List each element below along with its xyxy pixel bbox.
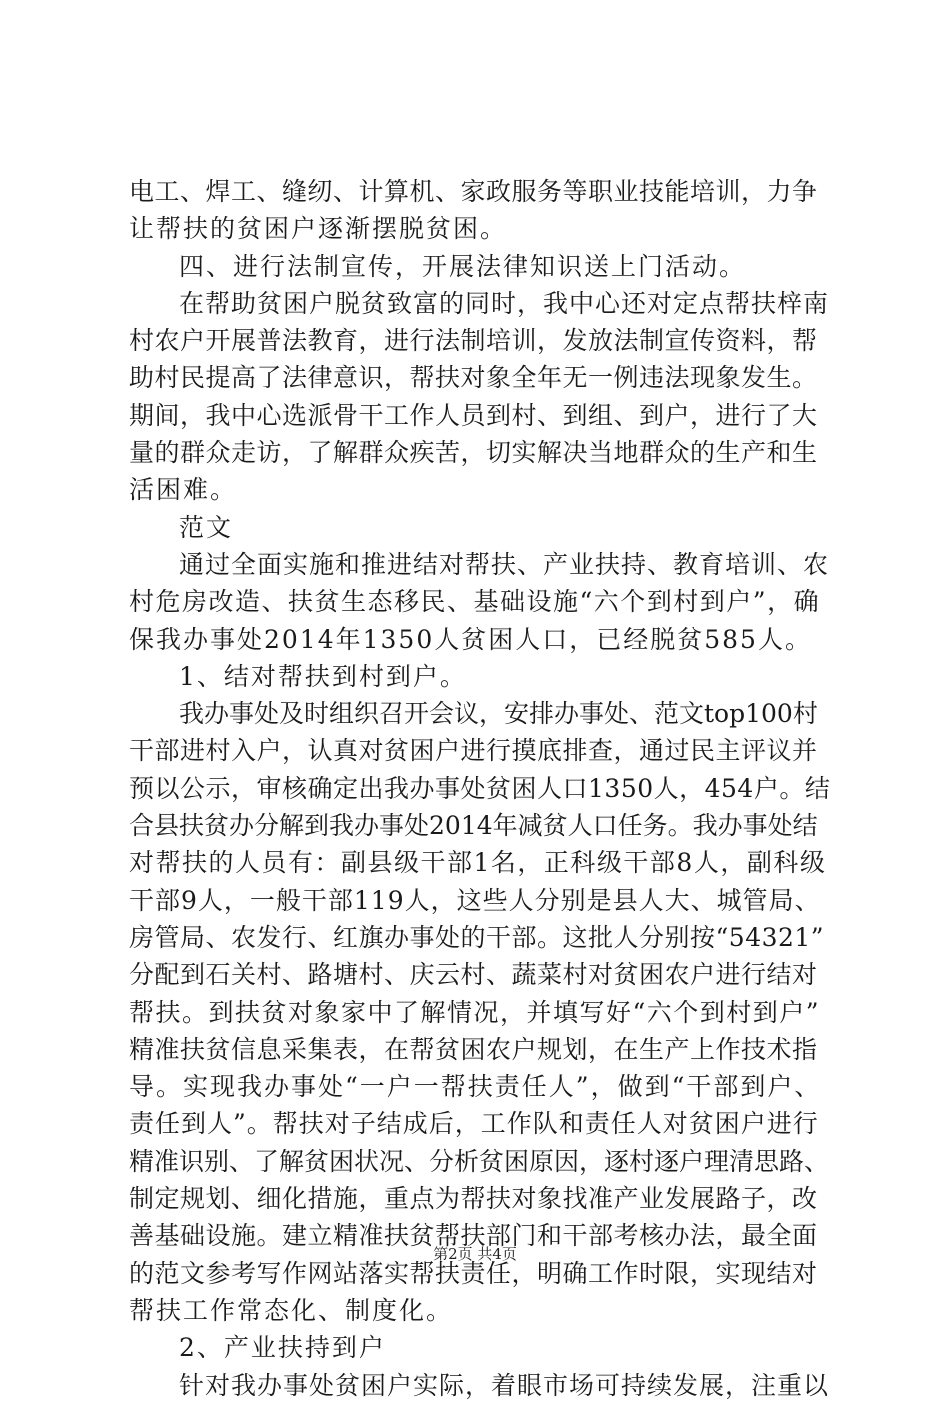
text-line: 房管局、农发行、红旗办事处的干部。这批人分别按“54321” xyxy=(129,922,825,952)
text-line: 针对我办事处贫困户实际，着眼市场可持续发展，注重以 xyxy=(179,1370,830,1400)
text-line: 合县扶贫办分解到我办事处2014年减贫人口任务。我办事处结 xyxy=(129,811,818,841)
text-line: 2、产业扶持到户 xyxy=(179,1333,386,1363)
text-line: 导。实现我办事处“一户一帮扶责任人”，做到“干部到户、 xyxy=(129,1072,822,1102)
text-line: 责任到人”。帮扶对子结成后，工作队和责任人对贫困户进行 xyxy=(129,1109,819,1139)
text-line: 对帮扶的人员有：副县级干部1名，正科级干部8人，副科级 xyxy=(129,848,827,878)
text-line: 分配到石关村、路塘村、庆云村、蔬菜村对贫困农户进行结对 xyxy=(129,960,818,990)
text-line: 保我办事处2014年1350人贫困人口，已经脱贫585人。 xyxy=(129,624,812,654)
text-line: 在帮助贫困户脱贫致富的同时，我中心还对定点帮扶梓南 xyxy=(179,288,830,318)
text-line: 帮扶工作常态化、制度化。 xyxy=(129,1295,454,1325)
text-line: 范文 xyxy=(179,512,234,542)
text-line: 电工、焊工、缝纫、计算机、家政服务等职业技能培训，力争 xyxy=(129,177,818,206)
text-line: 的范文参考写作网站落实帮扶责任，明确工作时限，实现结对 xyxy=(129,1258,818,1288)
text-line: 让帮扶的贫困户逐渐摆脱贫困。 xyxy=(129,214,508,244)
text-line: 我办事处及时组织召开会议，安排办事处、范文top100村 xyxy=(179,699,818,729)
text-line: 善基础设施。建立精准扶贫帮扶部门和干部考核办法，最全面 xyxy=(129,1221,818,1251)
page-footer: 第2页 共4页 xyxy=(433,1245,517,1263)
text-line: 干部9人，一般干部119人，这些人分别是县人大、城管局、 xyxy=(129,885,821,915)
text-line: 助村民提高了法律意识，帮扶对象全年无一例违法现象发生。 xyxy=(129,363,818,393)
text-line: 干部进村入户，认真对贫困户进行摸底排查，通过民主评议并 xyxy=(129,736,818,766)
text-line: 村农户开展普法教育，进行法制培训，发放法制宣传资料，帮 xyxy=(129,326,818,356)
text-line: 帮扶。到扶贫对象家中了解情况，并填写好“六个到村到户” xyxy=(129,997,821,1027)
text-line: 通过全面实施和推进结对帮扶、产业扶持、教育培训、农 xyxy=(179,549,830,579)
text-line: 村危房改造、扶贫生态移民、基础设施“六个到村到户”，确 xyxy=(129,587,821,617)
text-line: 期间，我中心选派骨干工作人员到村、到组、到户，进行了大 xyxy=(129,400,818,430)
text-line: 精准识别、了解贫困状况、分析贫困原因，逐村逐户理清思路、 xyxy=(129,1146,830,1176)
text-line: 四、进行法制宣传，开展法律知识送上门活动。 xyxy=(179,251,747,281)
text-line: 量的群众走访，了解群众疾苦，切实解决当地群众的生产和生 xyxy=(129,438,818,468)
text-line: 制定规划、细化措施，重点为帮扶对象找准产业发展路子，改 xyxy=(129,1184,818,1214)
text-line: 精准扶贫信息采集表，在帮贫困农户规划，在生产上作技术指 xyxy=(129,1034,818,1064)
text-line: 活困难。 xyxy=(129,475,238,505)
text-line: 预以公示，审核确定出我办事处贫困人口1350人，454户。结 xyxy=(129,773,831,803)
document-body xyxy=(129,173,829,1404)
text-line: 1、结对帮扶到村到户。 xyxy=(179,661,467,691)
